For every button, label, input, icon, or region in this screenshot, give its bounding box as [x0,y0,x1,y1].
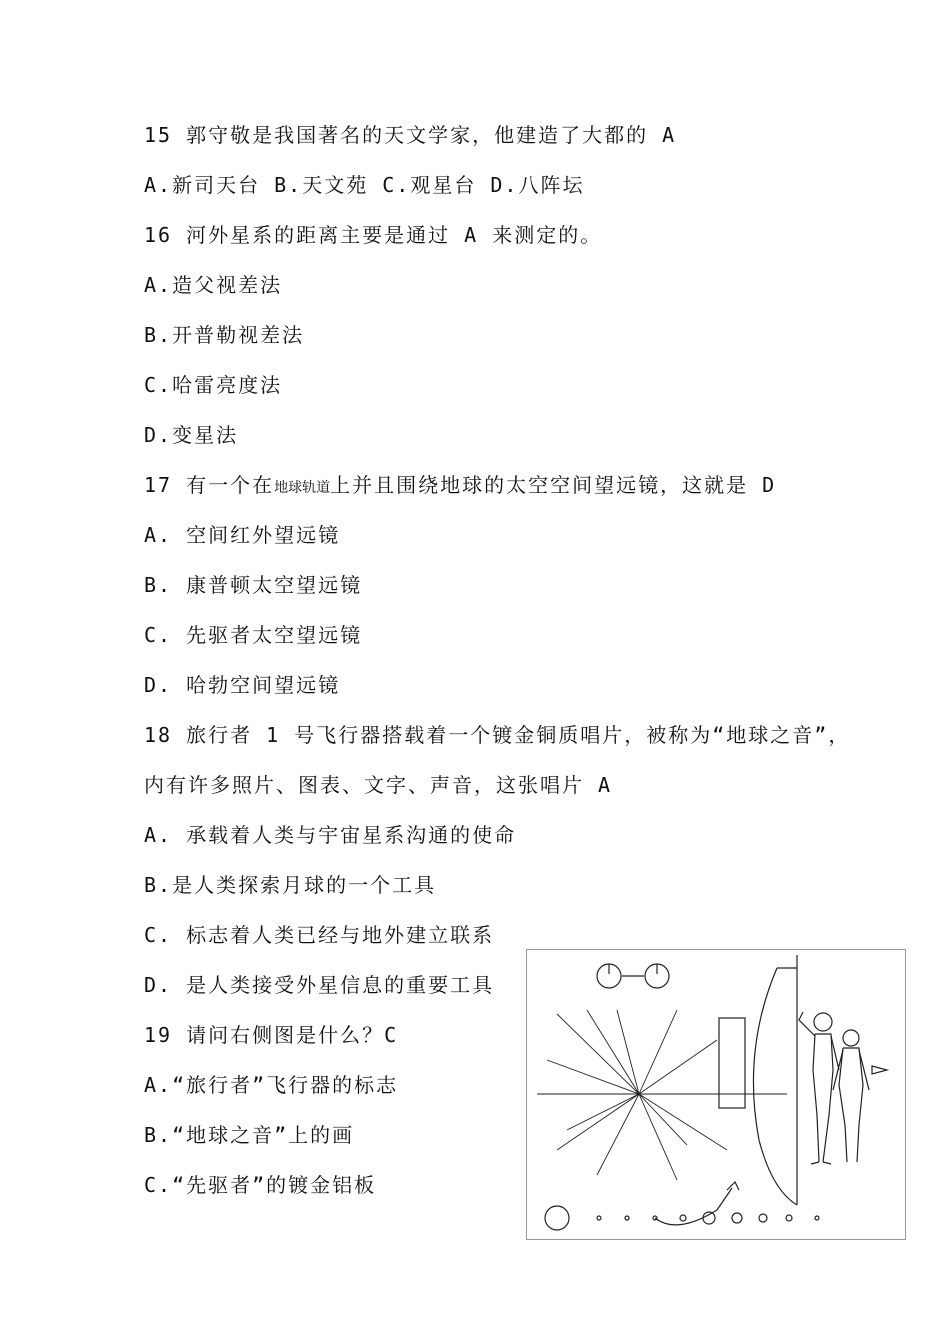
question-17-stem-part-1: 17 有一个在 [144,473,275,497]
question-17-stem [144,471,776,502]
question-17-option-b: B. 康普顿太空望远镜 [144,573,363,597]
question-16-option-d: D.变星法 [144,423,239,447]
question-16-option-b: B.开普勒视差法 [144,323,305,347]
question-19-option-b: B.“地球之音”上的画 [144,1123,355,1147]
hydrogen-transition-icon [597,964,669,988]
question-18-option-d: D. 是人类接受外星信息的重要工具 [144,973,495,997]
question-18-stem-line-2: 内有许多照片、图表、文字、声音，这张唱片 A [144,773,613,797]
question-17-option-d: D. 哈勃空间望远镜 [144,673,341,697]
question-17-option-a: A. 空间红外望远镜 [144,523,341,547]
question-18-option-b: B.是人类探索月球的一个工具 [144,873,437,897]
question-18-stem-line-1: 18 旅行者 1 号飞行器搭载着一个镀金铜质唱片，被称为“地球之音”， [144,723,851,747]
question-19-option-c: C.“先驱者”的镀金铝板 [144,1173,377,1197]
spacecraft-outline-icon [719,955,797,1205]
question-16-stem: 16 河外星系的距离主要是通过 A 来测定的。 [144,223,603,247]
pulsar-map-icon [537,1010,787,1180]
question-16-option-c: C.哈雷亮度法 [144,373,283,397]
woman-figure-icon [833,1030,887,1162]
question-16-option-a: A.造父视差法 [144,273,283,297]
question-17-stem-part-3: 上并且围绕地球的太空空间望远镜，这就是 D [330,473,777,497]
question-18-option-c: C. 标志着人类已经与地外建立联系 [144,923,495,947]
question-19-option-a: A.“旅行者”飞行器的标志 [144,1073,399,1097]
question-15-options: A.新司天台 B.天文苑 C.观星台 D.八阵坛 [144,173,585,197]
question-17-stem-term: 地球轨道 [274,480,331,496]
question-19-stem: 19 请问右侧图是什么？C [144,1023,399,1047]
solar-system-icon [545,1182,819,1230]
question-18-option-a: A. 承载着人类与宇宙星系沟通的使命 [144,823,517,847]
question-17-option-c: C. 先驱者太空望远镜 [144,623,363,647]
pioneer-plaque-image [526,949,906,1240]
question-15-stem: 15 郭守敬是我国著名的天文学家，他建造了大都的 A [144,123,677,147]
